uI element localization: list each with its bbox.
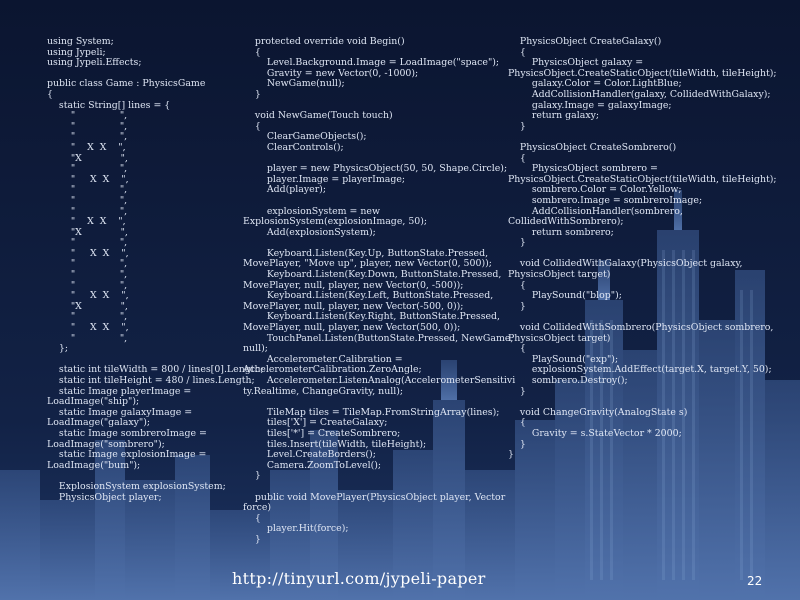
- code-line: PhysicsObject.CreateStaticObject(tileWidth, tileHeight);: [508, 67, 777, 79]
- code-line: explosionSystem = new: [243, 205, 380, 217]
- code-line: using Jypeli.Effects;: [47, 57, 142, 69]
- code-line: {: [508, 343, 526, 355]
- code-line: Gravity = new Vector(0, -1000);: [243, 67, 419, 79]
- code-line: " ",: [47, 110, 128, 122]
- code-line: LoadImage("bum");: [47, 459, 141, 471]
- code-line: TileMap tiles = TileMap.FromStringArray(lines);: [243, 406, 500, 418]
- code-line: AddCollisionHandler(sombrero,: [508, 205, 683, 217]
- code-line: LoadImage("galaxy");: [47, 417, 151, 429]
- code-line: " X X ",: [47, 322, 129, 334]
- code-line: MovePlayer, null, player, new Vector(500, 0));: [243, 322, 461, 334]
- code-column-right: [508, 37, 794, 461]
- code-line: [243, 482, 501, 493]
- code-line: [243, 196, 501, 207]
- code-line: void NewGame(Touch touch): [243, 110, 393, 122]
- code-line: LoadImage("sombrero");: [47, 438, 165, 450]
- code-line: player.Image = playerImage;: [243, 173, 406, 185]
- code-line: public class Game : PhysicsGame: [47, 78, 206, 90]
- code-line: " ",: [47, 131, 128, 143]
- code-line: {: [508, 417, 526, 429]
- code-line: PhysicsObject galaxy =: [508, 57, 644, 69]
- code-line: }: [508, 449, 514, 461]
- code-line: protected override void Begin(): [243, 36, 405, 47]
- code-line: static Image playerImage =: [47, 385, 192, 397]
- code-line: void CollidedWithGalaxy(PhysicsObject galaxy,: [508, 258, 743, 270]
- code-line: "X ",: [47, 300, 128, 312]
- code-line: player.Hit(force);: [243, 523, 349, 535]
- code-line: " ",: [47, 258, 128, 270]
- code-line: static Image sombreroImage =: [47, 427, 207, 439]
- code-line: {: [508, 279, 526, 291]
- code-line: "X ",: [47, 226, 128, 238]
- code-line: CollidedWithSombrero);: [508, 216, 624, 228]
- code-line: }: [243, 470, 261, 482]
- code-line: explosionSystem.AddEffect(target.X, target.Y, 50);: [508, 364, 772, 376]
- code-line: static int tileHeight = 480 / lines.Length;: [47, 375, 255, 386]
- code-line: NewGame(null);: [243, 78, 345, 90]
- code-line: static Image galaxyImage =: [47, 406, 193, 418]
- code-line: galaxy.Color = Color.LightBlue;: [508, 78, 682, 90]
- code-line: " ",: [47, 184, 128, 196]
- code-line: " X X ",: [47, 173, 129, 185]
- code-line: ClearGameObjects();: [243, 131, 367, 143]
- code-line: TouchPanel.Listen(ButtonState.Pressed, NewGame,: [243, 332, 514, 344]
- footer-url: http://tinyurl.com/jypeli-paper: [232, 569, 486, 588]
- code-line: Accelerometer.Calibration =: [243, 353, 403, 365]
- code-line: public void MovePlayer(PhysicsObject player, Vector: [243, 491, 506, 503]
- code-line: ExplosionSystem explosionSystem;: [47, 480, 226, 492]
- code-line: }: [508, 237, 526, 249]
- code-line: " ",: [47, 194, 128, 206]
- code-column-middle: [243, 36, 516, 546]
- code-line: ty.Realtime, ChangeGravity, null);: [243, 385, 404, 397]
- code-line: " ",: [47, 120, 128, 132]
- code-line: PhysicsObject target): [508, 332, 611, 344]
- code-line: }: [508, 300, 526, 312]
- code-line: Camera.ZoomToLevel();: [243, 459, 382, 471]
- code-line: " X X ",: [47, 216, 126, 228]
- code-line: galaxy.Image = galaxyImage;: [508, 99, 672, 111]
- code-line: };: [47, 343, 69, 355]
- code-line: ExplosionSystem(explosionImage, 50);: [243, 216, 428, 228]
- code-line: PhysicsObject player;: [47, 491, 162, 503]
- code-line: Level.Background.Image = LoadImage("space");: [243, 57, 500, 69]
- code-line: MovePlayer, null, player, new Vector(0, -500));: [243, 279, 464, 291]
- code-line: sombrero.Destroy();: [508, 375, 628, 386]
- code-line: Level.CreateBorders();: [243, 449, 376, 461]
- code-line: Accelerometer.ListenAnalog(AccelerometerSensitivi: [243, 375, 516, 386]
- code-line: " ",: [47, 279, 128, 291]
- code-line: " ",: [47, 237, 128, 249]
- code-line: Keyboard.Listen(Key.Up, ButtonState.Pressed,: [243, 247, 489, 259]
- page-number: 22: [747, 574, 763, 588]
- code-line: Keyboard.Listen(Key.Down, ButtonState.Pressed,: [243, 269, 502, 281]
- code-line: AccelerometerCalibration.ZeroAngle;: [243, 364, 422, 376]
- code-line: }: [508, 385, 526, 397]
- code-line: null);: [243, 343, 268, 355]
- code-line: PhysicsObject CreateSombrero(): [508, 141, 677, 153]
- code-line: Gravity = s.StateVector * 2000;: [508, 427, 682, 439]
- code-line: Add(player);: [243, 184, 327, 196]
- code-line: " ",: [47, 332, 128, 344]
- code-line: sombrero.Image = sombreroImage;: [508, 194, 703, 206]
- code-line: {: [243, 120, 261, 132]
- code-line: " X X ",: [47, 141, 126, 153]
- code-line: ClearControls();: [243, 141, 344, 153]
- code-line: AddCollisionHandler(galaxy, CollidedWithGalaxy);: [508, 88, 771, 100]
- code-line: MovePlayer, null, player, new Vector(-500, 0));: [243, 300, 464, 312]
- code-line: " ",: [47, 163, 128, 175]
- code-line: force): [243, 502, 272, 514]
- code-line: void CollidedWithSombrero(PhysicsObject sombrero,: [508, 322, 774, 334]
- code-line: LoadImage("ship");: [47, 396, 140, 408]
- code-line: "X ",: [47, 152, 128, 164]
- code-line: Keyboard.Listen(Key.Left, ButtonState.Pressed,: [243, 290, 494, 302]
- code-line: static String[] lines = {: [47, 99, 171, 111]
- code-line: using Jypeli;: [47, 46, 106, 58]
- code-line: {: [47, 88, 53, 100]
- code-line: }: [508, 438, 526, 450]
- code-line: tiles['X'] = CreateGalaxy;: [243, 417, 388, 429]
- code-line: {: [243, 46, 261, 58]
- code-line: player = new PhysicsObject(50, 50, Shape.Circle);: [243, 163, 508, 175]
- code-line: Keyboard.Listen(Key.Right, ButtonState.Pressed,: [243, 311, 501, 323]
- code-line: return sombrero;: [508, 226, 614, 238]
- code-line: PhysicsObject CreateGalaxy(): [508, 36, 662, 47]
- code-line: }: [243, 533, 261, 545]
- code-line: PlaySound("blop");: [508, 290, 622, 302]
- code-line: tiles['*'] = CreateSombrero;: [243, 427, 401, 439]
- code-line: " X X ",: [47, 290, 129, 302]
- code-line: }: [243, 88, 261, 100]
- code-line: {: [508, 46, 526, 58]
- code-line: tiles.Insert(tileWidth, tileHeight);: [243, 438, 427, 450]
- code-line: {: [243, 512, 261, 524]
- code-line: static Image explosionImage =: [47, 449, 207, 461]
- code-line: PhysicsObject target): [508, 269, 611, 281]
- code-line: return galaxy;: [508, 110, 600, 122]
- code-line: " ",: [47, 311, 128, 323]
- code-line: {: [508, 152, 526, 164]
- code-line: sombrero.Color = Color.Yellow;: [508, 184, 682, 196]
- code-line: PhysicsObject sombrero =: [508, 163, 658, 175]
- code-line: void ChangeGravity(AnalogState s): [508, 406, 688, 418]
- code-line: " ",: [47, 205, 128, 217]
- code-line: " ",: [47, 269, 128, 281]
- code-line: MovePlayer, "Move up", player, new Vector(0, 500));: [243, 258, 492, 270]
- code-line: using System;: [47, 36, 114, 47]
- code-line: }: [508, 120, 526, 132]
- code-line: static int tileWidth = 800 / lines[0].Length;: [47, 364, 264, 376]
- code-line: PhysicsObject.CreateStaticObject(tileWidth, tileHeight);: [508, 173, 777, 185]
- code-line: PlaySound("exp");: [508, 353, 619, 365]
- code-line: Add(explosionSystem);: [243, 226, 376, 238]
- code-line: " X X ",: [47, 247, 129, 259]
